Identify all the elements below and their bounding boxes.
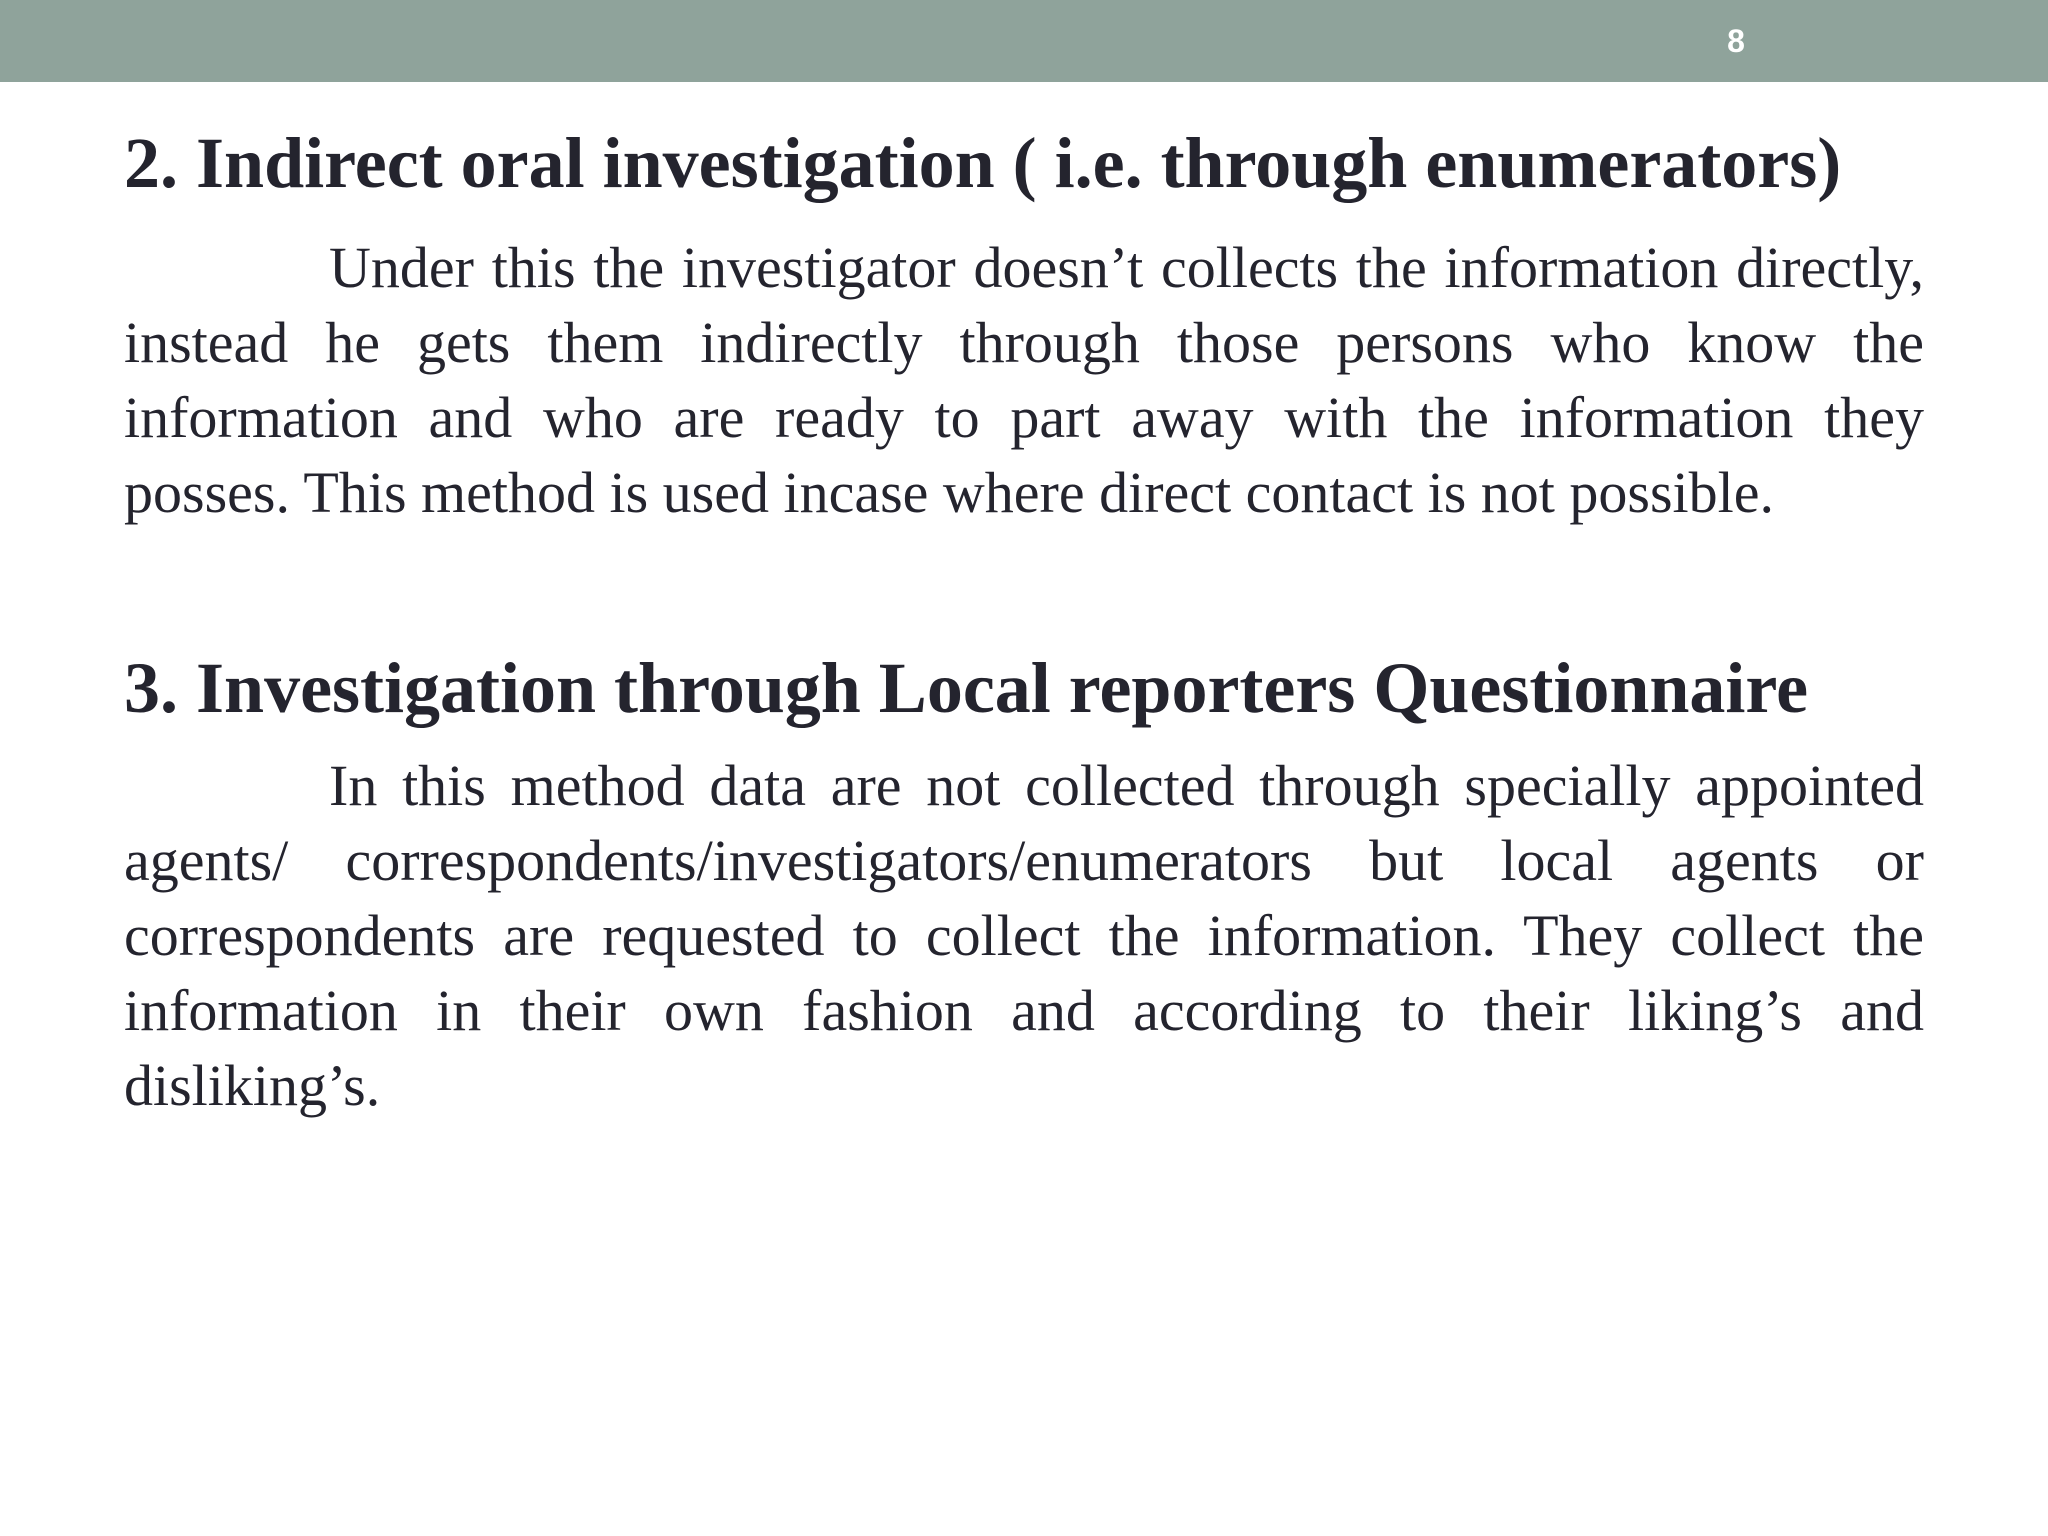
section-body-indirect-oral-investigation: Under this the investigator doesn’t collects the information directly, instead he gets them indirectly through those persons who know the information and who are ready to part away with the information they posses. This method is used incase where direct contact is not possible.	[124, 235, 1924, 525]
top-bar	[0, 0, 2048, 82]
slide-content	[124, 118, 1924, 1123]
slide-number: 8	[1727, 23, 1745, 59]
section-heading-indirect-oral-investigation: 2. Indirect oral investigation ( i.e. through enumerators)	[124, 123, 1842, 203]
section-body-local-reporters: In this method data are not collected through specially appointed agents/ correspondents/investigators/enumerators but local agents or correspondents are requested to collect the information. They collect the information in their own fashion and according to their liking’s and disliking’s.	[124, 753, 1924, 1118]
section-heading-local-reporters: 3. Investigation through Local reporters Questionnaire	[124, 648, 1809, 728]
